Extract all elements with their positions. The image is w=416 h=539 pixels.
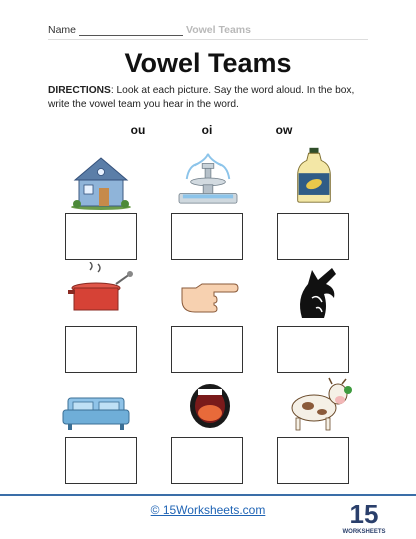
mouth-icon — [174, 376, 246, 434]
directions-text: : Look at each picture. Say the word aloud. In the box, write the vowel team you hear in the word. — [48, 85, 355, 110]
answer-box-6[interactable] — [277, 326, 349, 373]
oil-bottle-icon — [278, 146, 350, 204]
boiling-pot-icon — [64, 262, 136, 320]
name-label: Name — [48, 24, 77, 36]
name-line[interactable] — [79, 35, 183, 36]
footer-link[interactable]: © 15Worksheets.com — [150, 503, 266, 517]
column-label-ow: ow — [275, 123, 293, 137]
answer-box-8[interactable] — [171, 437, 243, 484]
answer-box-4[interactable] — [65, 326, 137, 373]
header-rule — [48, 39, 368, 40]
fountain-icon — [172, 150, 244, 208]
couch-icon — [60, 378, 132, 436]
answer-box-1[interactable] — [65, 213, 137, 260]
header-worksheet-title: Vowel Teams — [186, 24, 251, 36]
column-label-ou: ou — [130, 123, 146, 137]
15worksheets-logo — [342, 496, 386, 536]
answer-box-2[interactable] — [171, 213, 243, 260]
logo-number: 15 — [349, 499, 379, 529]
answer-box-7[interactable] — [65, 437, 137, 484]
directions-label: DIRECTIONS — [48, 85, 111, 96]
pointing-hand-icon — [172, 264, 244, 322]
howling-wolf-icon — [282, 262, 354, 320]
page-title: Vowel Teams — [124, 48, 292, 78]
answer-box-9[interactable] — [277, 437, 349, 484]
column-label-oi: oi — [201, 123, 213, 137]
logo-text: WORKSHEETS — [342, 529, 386, 535]
house-icon — [65, 152, 137, 210]
directions — [48, 84, 368, 112]
cow-icon — [282, 376, 354, 434]
answer-box-3[interactable] — [277, 213, 349, 260]
answer-box-5[interactable] — [171, 326, 243, 373]
